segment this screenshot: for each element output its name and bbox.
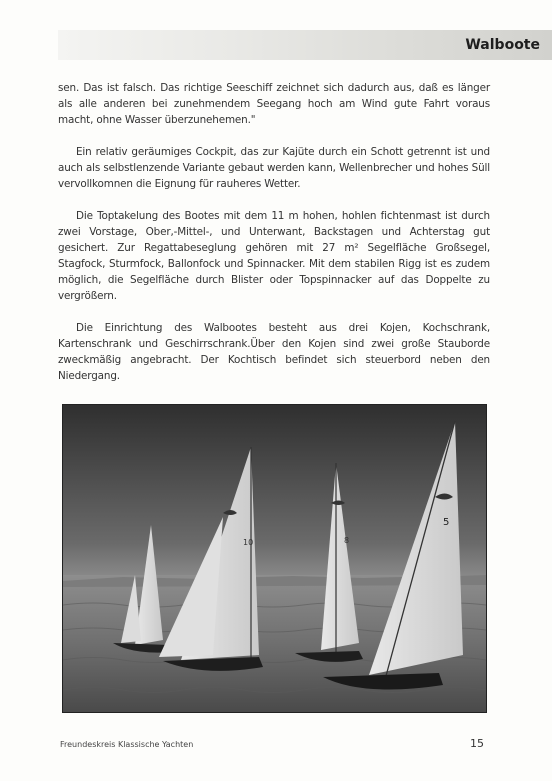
paragraph-3: Die Toptakelung des Bootes mit dem 11 m hohen, hohlen fichtenmast ist durch zwei Vorstage, Ober,-Mittel-, und Unterwant, Backstagen und Achterstag gut gesichert. Zur Regattabeseglung gehören mit 27 m² Segelfläche Großsegel, Stagfock, Sturmfock, Ballonfock und Spinnacker. Mit dem stabilen Rigg ist es zudem möglich, die Segelfläche durch Blister oder Topspinnacker auf das Doppelte zu vergrößern.	[58, 210, 490, 302]
sailboats-photo	[62, 404, 487, 713]
chapter-title: Walboote	[465, 37, 540, 53]
paragraph-4: Die Einrichtung des Walbootes besteht aus drei Kojen, Kochschrank, Kartenschrank und Geschirrschrank.Über den Kojen sind zwei große Stauborde zweckmäßig angebracht. Der Kochtisch befindet sich steuerbord neben den Niedergang.	[58, 322, 490, 382]
body-text	[58, 80, 490, 400]
paragraph-2: Ein relativ geräumiges Cockpit, das zur Kajüte durch ein Schott getrennt ist und auch als selbstlenzende Variante gebaut werden kann, Wellenbrecher und hohes Süll vervollkomnen die Eignung für rauheres Wetter.	[58, 146, 490, 190]
sail-number-10: 10	[243, 538, 254, 547]
page-number: 15	[470, 737, 484, 750]
sail-number-5: 5	[443, 517, 450, 528]
paragraph-1: sen. Das ist falsch. Das richtige Seeschiff zeichnet sich dadurch aus, daß es länger als alle anderen bei zunehmendem Seegang hoch am Wind gute Fahrt voraus macht, ohne Wasser überzunehemen."	[58, 82, 490, 126]
sail-number-8: 8	[344, 536, 350, 545]
sailboats-illustration	[63, 405, 486, 712]
footer-publisher: Freundeskreis Klassische Yachten	[60, 740, 194, 749]
